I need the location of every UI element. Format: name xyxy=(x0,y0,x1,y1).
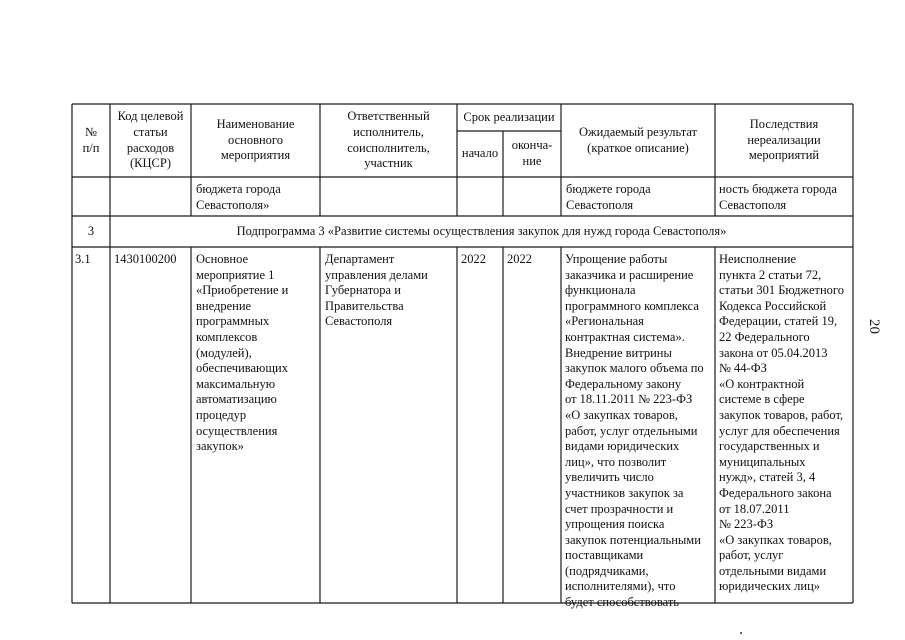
header-responsible: Ответственный исполнитель, соисполнитель, участник xyxy=(347,109,430,171)
activity-end-year: 2022 xyxy=(507,252,532,266)
subprogram-num: 3 xyxy=(87,223,95,238)
continuation-consequences: ность бюджета города Севастополя xyxy=(719,182,837,212)
continuation-result: бюджете города Севастополя xyxy=(566,182,651,212)
page-number: 20 xyxy=(866,319,882,334)
header-num: № п/п xyxy=(82,124,100,155)
activity-start-year: 2022 xyxy=(461,252,486,266)
header-start: начало xyxy=(461,146,499,161)
activity-name: Основное мероприятие 1 «Приобретение и внедрение программных комплексов (модулей), обеспечивающих максимальную автоматизацию процедур осуществления закупок» xyxy=(196,252,289,454)
header-end: оконча- ние xyxy=(511,138,553,168)
activity-consequences: Неисполнение пункта 2 статьи 72, статьи 301 Бюджетного Кодекса Российской Федерации, статей 19, 22 Федерального закона от 05.04.2013 № 44-ФЗ «О контрактной системе в сфере закупок товаров, работ, услуг для обеспечения государственных и муниципальных нужд», статей 3, 4 Федерального закона от 18.07.2011 № 223-ФЗ «О закупках товаров, работ, услуг отдельными видами юридических лиц» xyxy=(719,252,844,594)
header-code: Код целевой статьи расходов (КЦСР) xyxy=(117,109,184,171)
header-expected-result: Ожидаемый результат (краткое описание) xyxy=(578,124,698,155)
header-activity-name: Наименование основного мероприятия xyxy=(216,117,295,163)
activity-num: 3.1 xyxy=(75,252,91,266)
header-consequences: Последствия нереализации мероприятий xyxy=(747,117,821,163)
activity-code: 1430100200 xyxy=(114,252,177,266)
scan-speck xyxy=(740,632,742,634)
header-period: Срок реализации xyxy=(463,109,555,124)
subprogram-title: Подпрограмма 3 «Развитие системы осуществления закупок для нужд города Севастополя» xyxy=(236,223,727,238)
continuation-name: бюджета города Севастополя» xyxy=(196,182,281,212)
activity-responsible: Департамент управления делами Губернатора и Правительства Севастополя xyxy=(325,252,428,329)
activity-expected-result: Упрощение работы заказчика и расширение функционала программного комплекса «Региональная контрактная система». Внедрение витрины закупок малого объема по Федеральному закону от 18.11.2011 № 223-ФЗ «О закупках товаров, работ, услуг отдельными видами юридических лиц», что позволит увеличить число участников закупок за счет прозрачности и упрощения поиска закупок потенциальными поставщиками (подрядчиками, исполнителями), что будет способствовать xyxy=(565,252,704,610)
